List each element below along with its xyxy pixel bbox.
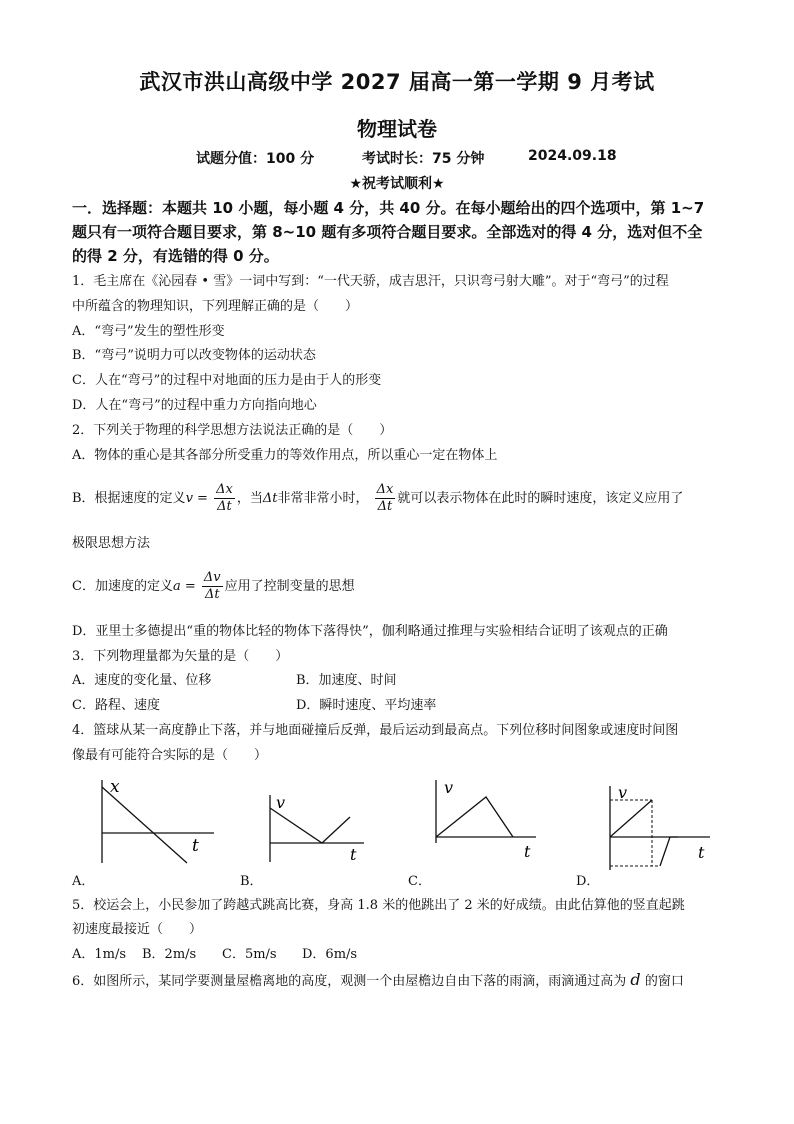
score-info: 试题分值：100 分 <box>196 151 315 167</box>
q3-option-c: C．路程、速度 <box>72 698 160 713</box>
q2-stem: 2．下列关于物理的科学思想方法说法正确的是（ ） <box>72 423 393 438</box>
section-instructions <box>72 196 732 268</box>
exam-subtitle: 物理试卷 <box>357 117 437 141</box>
graph-a <box>92 775 222 870</box>
graph-a-y-label: x <box>110 777 120 797</box>
graph-b-x-label: t <box>350 845 357 864</box>
fraction-dx-dt-2: $\frac{\Delta x}{\Delta t}$ <box>376 482 394 514</box>
q3-option-d: D．瞬时速度、平均速率 <box>296 698 437 713</box>
q2-option-b-continued: 极限思想方法 <box>72 536 151 551</box>
q1-stem-line-1: 1．毛主席在《沁园春 • 雪》一词中写到：“一代天骄，成吉思汗，只识弯弓射大雕”。对于“弯弓”的过程 <box>72 274 669 289</box>
section-line-2: 题只有一项符合题目要求，第 8~10 题有多项符合题目要求。全部选对的得 4 分，选对但不全 <box>72 223 703 241</box>
graph-d-y-label: v <box>618 783 628 802</box>
q3-option-a: A．速度的变化量、位移 <box>72 673 212 688</box>
q2-option-c: C．加速度的定义a = $\frac{\Delta v}{\Delta t}$ 应用了控制变量的思想 <box>72 570 355 602</box>
var-d: d <box>630 970 641 989</box>
graph-d-label: D． <box>576 874 600 889</box>
q1-option-b: B．“弯弓”说明力可以改变物体的运动状态 <box>72 348 316 363</box>
graph-c-curve <box>436 797 513 837</box>
q5-stem-line-1: 5．校运会上，小民参加了跨越式跳高比赛，身高 1.8 米的他跳出了 2 米的好成绩。由此估算他的竖直起跳 <box>72 898 685 913</box>
graph-b-label: B． <box>240 874 263 889</box>
q1-option-a: A．“弯弓”发生的塑性形变 <box>72 324 225 339</box>
q5-option-a: A．1m/s <box>72 947 127 962</box>
graph-d-x-label: t <box>698 843 705 862</box>
graph-a-x-label: t <box>192 836 199 856</box>
cheer-text: ★祝考试顺利★ <box>349 176 445 192</box>
section-line-3: 的得 2 分，有选错的得 0 分。 <box>72 247 279 265</box>
q5-option-c: C．5m/s <box>222 947 277 962</box>
graph-b-y-label: v <box>276 793 286 812</box>
duration-info: 考试时长：75 分钟 <box>362 151 485 167</box>
q6-stem-line-1: 6．如图所示，某同学要测量屋檐离地的高度，观测一个由屋檐边自由下落的雨滴，雨滴通过高为 d 的窗口 <box>72 970 684 989</box>
q5-option-b: B．2m/s <box>142 947 197 962</box>
graph-d <box>602 782 717 874</box>
q3-option-b: B．加速度、时间 <box>296 673 397 688</box>
graph-c-y-label: v <box>444 778 454 797</box>
graph-a-curve <box>102 787 187 863</box>
q2-option-a: A．物体的重心是其各部分所受重力的等效作用点，所以重心一定在物体上 <box>72 448 498 463</box>
section-line-1: 一．选择题：本题共 10 小题，每小题 4 分，共 40 分。在每小题给出的四个选项中，第 1~7 <box>72 199 705 217</box>
q4-stem-line-1: 4．篮球从某一高度静止下落，并与地面碰撞后反弹，最后运动到最高点。下列位移时间图象或速度时间图 <box>72 723 679 738</box>
exam-date: 2024.09.18 <box>528 148 617 164</box>
q2-option-d: D．亚里士多德提出“重的物体比轻的物体下落得快”，伽利略通过推理与实验相结合证明了该观点的正确 <box>72 624 668 639</box>
q3-stem: 3．下列物理量都为矢量的是（ ） <box>72 649 289 664</box>
graph-a-label: A． <box>72 874 95 889</box>
var-v: v <box>185 491 193 506</box>
q1-stem-line-2: 中所蕴含的物理知识，下列理解正确的是（ ） <box>72 299 359 314</box>
q1-option-d: D．人在“弯弓”的过程中重力方向指向地心 <box>72 398 317 413</box>
q2-option-b: B．根据速度的定义v = $\frac{\Delta x}{\Delta t}$ ，当Δt非常非常小时， $\frac{\Delta x}{\Delta t}$ 就可以表示物体在此时的瞬时速度，该定义应用了 <box>72 482 684 514</box>
q5-option-d: D．6m/s <box>302 947 358 962</box>
q5-stem-line-2: 初速度最接近（ ） <box>72 922 203 937</box>
q4-stem-line-2: 像最有可能符合实际的是（ ） <box>72 748 268 763</box>
q1-option-c: C．人在“弯弓”的过程中对地面的压力是由于人的形变 <box>72 373 382 388</box>
exam-title: 武汉市洪山高级中学 2027 届高一第一学期 9 月考试 <box>139 70 655 94</box>
graph-c-label: C． <box>408 874 431 889</box>
graph-d-curve-up <box>610 800 652 837</box>
graph-d-curve-rebound <box>660 837 678 866</box>
fraction-dv-dt: $\frac{\Delta v}{\Delta t}$ <box>203 570 221 602</box>
graph-b <box>262 790 372 870</box>
graph-b-curve <box>270 808 350 843</box>
graph-c-x-label: t <box>524 842 531 861</box>
fraction-dx-dt: $\frac{\Delta x}{\Delta t}$ <box>216 482 233 514</box>
graph-c <box>428 775 543 865</box>
